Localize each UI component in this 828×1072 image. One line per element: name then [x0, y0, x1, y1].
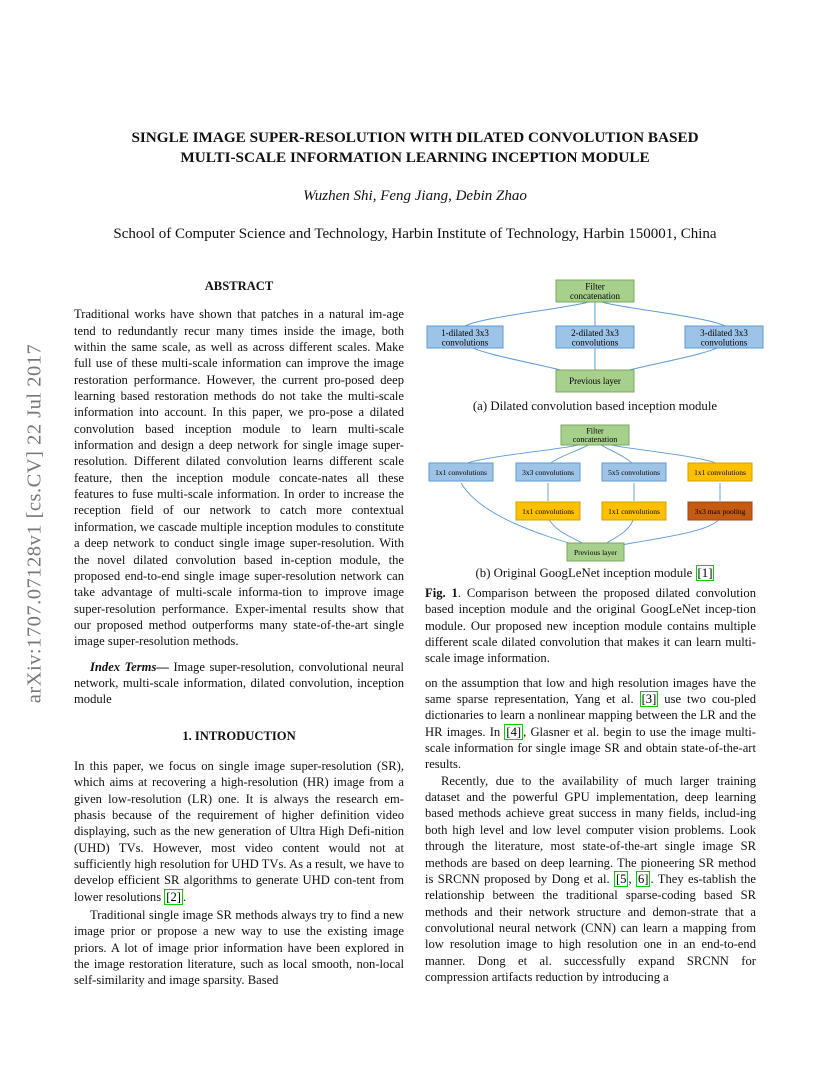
figure-b-mid-3-label: 3x3 max pooling — [694, 507, 746, 516]
figure-b-filter-line1: Filter — [586, 426, 604, 436]
figure-b-connectors — [461, 441, 720, 551]
figure-b-top-3-label: 5x5 convolutions — [608, 468, 660, 477]
arxiv-identifier: arXiv:1707.07128v1 [cs.CV] 22 Jul 2017 — [23, 343, 46, 704]
citation-link-1[interactable]: [1] — [697, 566, 713, 580]
right-paragraph-2 — [425, 773, 756, 985]
intro-p1-text: In this paper, we focus on single image super-resolution (SR), which aims at recovering a high-resolution (HR) image from a given low-resolution (LR) one. It is always the research em-phasis because of the requirement of higher definition video displaying, such as the new generation of Ultra High Defi-nition (UHD) TVs. However, most video content would not at sufficiently high resolution for UHD TVs. As a result, we have to develop efficient SR algorithms to generate UHD con-tent from lower resolutions — [74, 758, 404, 904]
figure-a-previous-label: Previous layer — [569, 376, 621, 386]
figure-b-top-row — [429, 463, 752, 481]
citation-link-2[interactable]: [2] — [166, 889, 181, 904]
figure-a-branch-3-line2: convolutions — [700, 337, 748, 348]
figure-1-caption — [425, 585, 756, 667]
figure-a-branch-2-line2: convolutions — [571, 337, 619, 348]
figure-a-branch-3 — [685, 326, 763, 348]
figure-a-branch-1-line1: 1-dilated 3x3 — [441, 328, 489, 338]
figure-b-mid-2-label: 1x1 convolutions — [608, 507, 660, 516]
intro-p1-end: . — [182, 889, 187, 904]
right-p1-b: use two cou-pled dictionaries to learn a nonlinear mapping between the LR and the HR images. In — [425, 692, 756, 739]
figure-a-branch-2-line1: 2-dilated 3x3 — [571, 328, 619, 338]
figure-b-previous-node — [567, 543, 624, 561]
citation-link-3[interactable]: [3] — [641, 692, 657, 707]
figure-a-filter-node — [556, 280, 634, 302]
right-paragraph-1 — [425, 675, 756, 773]
figure-a-branch-2 — [556, 326, 634, 348]
figure-a-branch-1-line2: convolutions — [441, 337, 489, 348]
intro-heading: 1. INTRODUCTION — [182, 728, 296, 743]
figure-b-filter-line2: concatenation — [572, 435, 618, 444]
figure-b-previous-label: Previous layer — [573, 548, 618, 557]
affiliation: School of Computer Science and Technology, Harbin Institute of Technology, Harbin 150001, China — [113, 226, 717, 242]
figure-a-filter-line2: concatenation — [570, 291, 620, 301]
paper-title — [70, 128, 760, 168]
abstract-text: Traditional works have shown that patches in a natural im-age tend to redundantly recur many times inside the image, both within the same scale, as well as across different scales. Make full use of these multi-scale information can improve the image restoration performance. However, the current pro-posed deep learning based restoration methods do not take the multi-scale information into account. In this paper, we pro-pose a dilated convolution based inception module to learn multi-scale information and design a deep network for single image super-resolution. Different dilated convolution learns different scale feature, then the inception module concate-nates all these features to fuse multi-scale information. In order to increase the reception field of our network to catch more contextual information, we cascade multiple inception modules to constitute a deep network to conduct single image super-resolution. With the novel dilated convolution based in-ception module, the proposed end-to-end single image super-resolution network can take advantage of multi-scale informa-tion to improve image super-resolution performance. Exper-imental results show that our proposed method outperforms many state-of-the-art single image super-resolution methods. — [74, 307, 404, 649]
figure-b-top-1-label: 1x1 convolutions — [435, 468, 487, 477]
figure-b-mid-row — [516, 502, 752, 520]
abstract-heading: ABSTRACT — [204, 279, 274, 293]
figure-b-filter-node — [561, 425, 629, 445]
right-p2-b: . They es-tablish the relationship between the traditional sparse-coding based SR methods and their network structure and demon-strate that a convolutional neural network (CNN) can learn a mapping from low resolution image to high resolution one in an end-to-end manner. Dong et al. successfully expand SRCNN for compression artifacts reduction by introducing a — [425, 871, 757, 984]
figure-1-label: Fig. 1 — [425, 586, 458, 600]
figure-a-branch-3-line1: 3-dilated 3x3 — [700, 328, 748, 338]
figure-a-diagram — [425, 278, 765, 400]
figure-b-top-2-label: 3x3 convolutions — [522, 468, 574, 477]
right-p2-a: Recently, due to the availability of much larger training dataset and the powerful GPU implementation, deep learning based methods achieve great success in many fields, includ-ing both high level and low level computer vision problems. Look through the literature, most state-of-the-art single image SR methods are based on deep learning. The pioneering SR method is SRCNN proposed by Dong et al. — [425, 773, 756, 886]
index-terms-label: Index Terms— — [90, 659, 169, 674]
figure-1-caption-text: . Comparison between the proposed dilated convolution based inception module and the original GoogLeNet incep-tion module. Our proposed new inception module contains multiple different scale dilated convolution that makes it can learn multi-scale image information. — [425, 586, 756, 666]
right-p1-a: on the assumption that low and high resolution images have the same sparse representation, Yang et al. — [425, 675, 756, 707]
figure-a-filter-line1: Filter — [585, 281, 605, 292]
figure-b-caption — [425, 566, 765, 581]
intro-paragraph-2: Traditional single image SR methods always try to find a new image prior or propose a new way to use the existing image priors. A lot of image prior information have been explored in the image restoration literature, such as local smooth, non-local self-similarity and image sparsity. Based — [74, 908, 404, 988]
authors: Wuzhen Shi, Feng Jiang, Debin Zhao — [303, 188, 527, 204]
citation-link-5[interactable]: [5 — [615, 871, 627, 886]
citation-link-6[interactable]: 6] — [637, 871, 649, 886]
right-p1-c: , Glasner et al. begin to use the image multi-scale information for single image SR and obtain state-of-the-art results. — [425, 724, 756, 772]
index-terms — [74, 659, 404, 708]
figure-b-caption-text: (b) Original GoogLeNet inception module — [475, 566, 696, 580]
figure-a-branch-1 — [427, 326, 503, 348]
figure-b-mid-1-label: 1x1 convolutions — [522, 507, 574, 516]
citation-link-4[interactable]: [4] — [506, 724, 522, 739]
index-terms-text: Image super-resolution, convolutional neural network, multi-scale information, dilated convolution, inception module — [74, 659, 404, 707]
figure-a-previous-node — [556, 370, 634, 392]
figure-a-caption: (a) Dilated convolution based inception module — [472, 399, 718, 413]
right-p2-sep: , — [628, 871, 636, 886]
figure-b-top-4-label: 1x1 convolutions — [694, 468, 746, 477]
figure-b-diagram — [425, 423, 765, 565]
title-line-2: MULTI-SCALE INFORMATION LEARNING INCEPTION MODULE — [180, 149, 650, 166]
title-line-1: SINGLE IMAGE SUPER-RESOLUTION WITH DILATED CONVOLUTION BASED — [131, 129, 699, 146]
right-column — [425, 585, 756, 985]
left-column — [74, 278, 404, 989]
intro-paragraph-1 — [74, 758, 404, 905]
